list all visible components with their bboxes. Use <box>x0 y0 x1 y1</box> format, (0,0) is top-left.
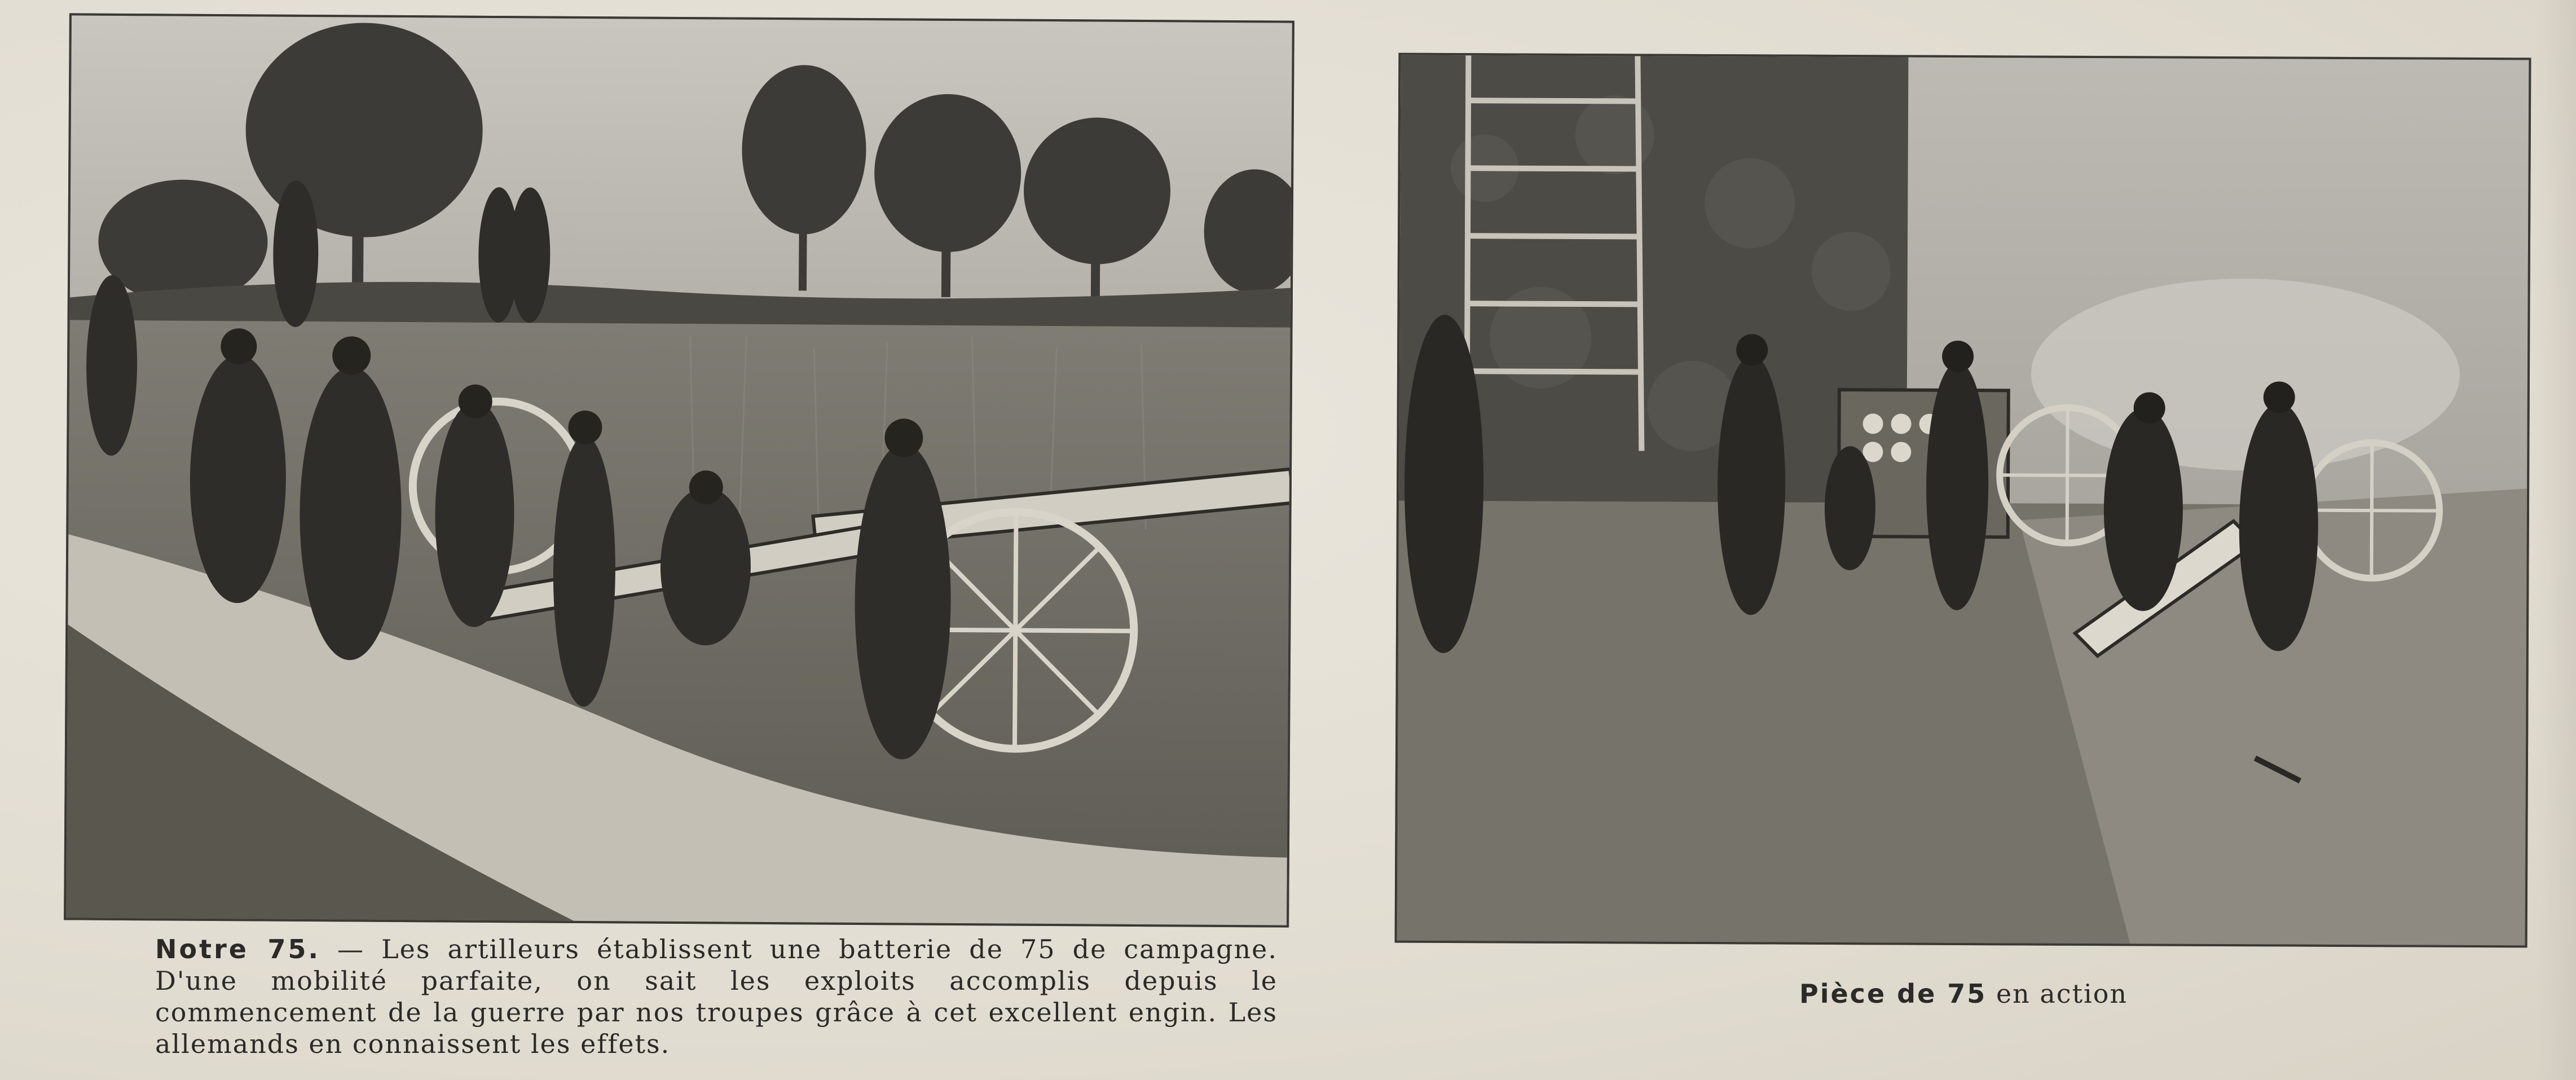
artillery-battery-photo <box>64 13 1294 927</box>
gun-in-action-photo <box>1395 53 2531 948</box>
caption-text-left: — Les artilleurs établissent une batterie de 75 de campagne. D'une mobilité parfaite, on sait les exploits accomplis depuis le commencement de la guerre par nos troupes grâce à cet excellent engin. Les allemands en connaissent les effets. <box>155 934 1278 1059</box>
caption-lead-left: Notre 75. <box>155 934 320 964</box>
left-photo-caption <box>155 933 1278 1060</box>
page-edge-shadow <box>2537 0 2576 1080</box>
caption-lead-right: Pièce de 75 <box>1799 978 1987 1009</box>
caption-text-right: en action <box>1987 978 2128 1009</box>
right-photo-caption <box>1799 978 2128 1009</box>
